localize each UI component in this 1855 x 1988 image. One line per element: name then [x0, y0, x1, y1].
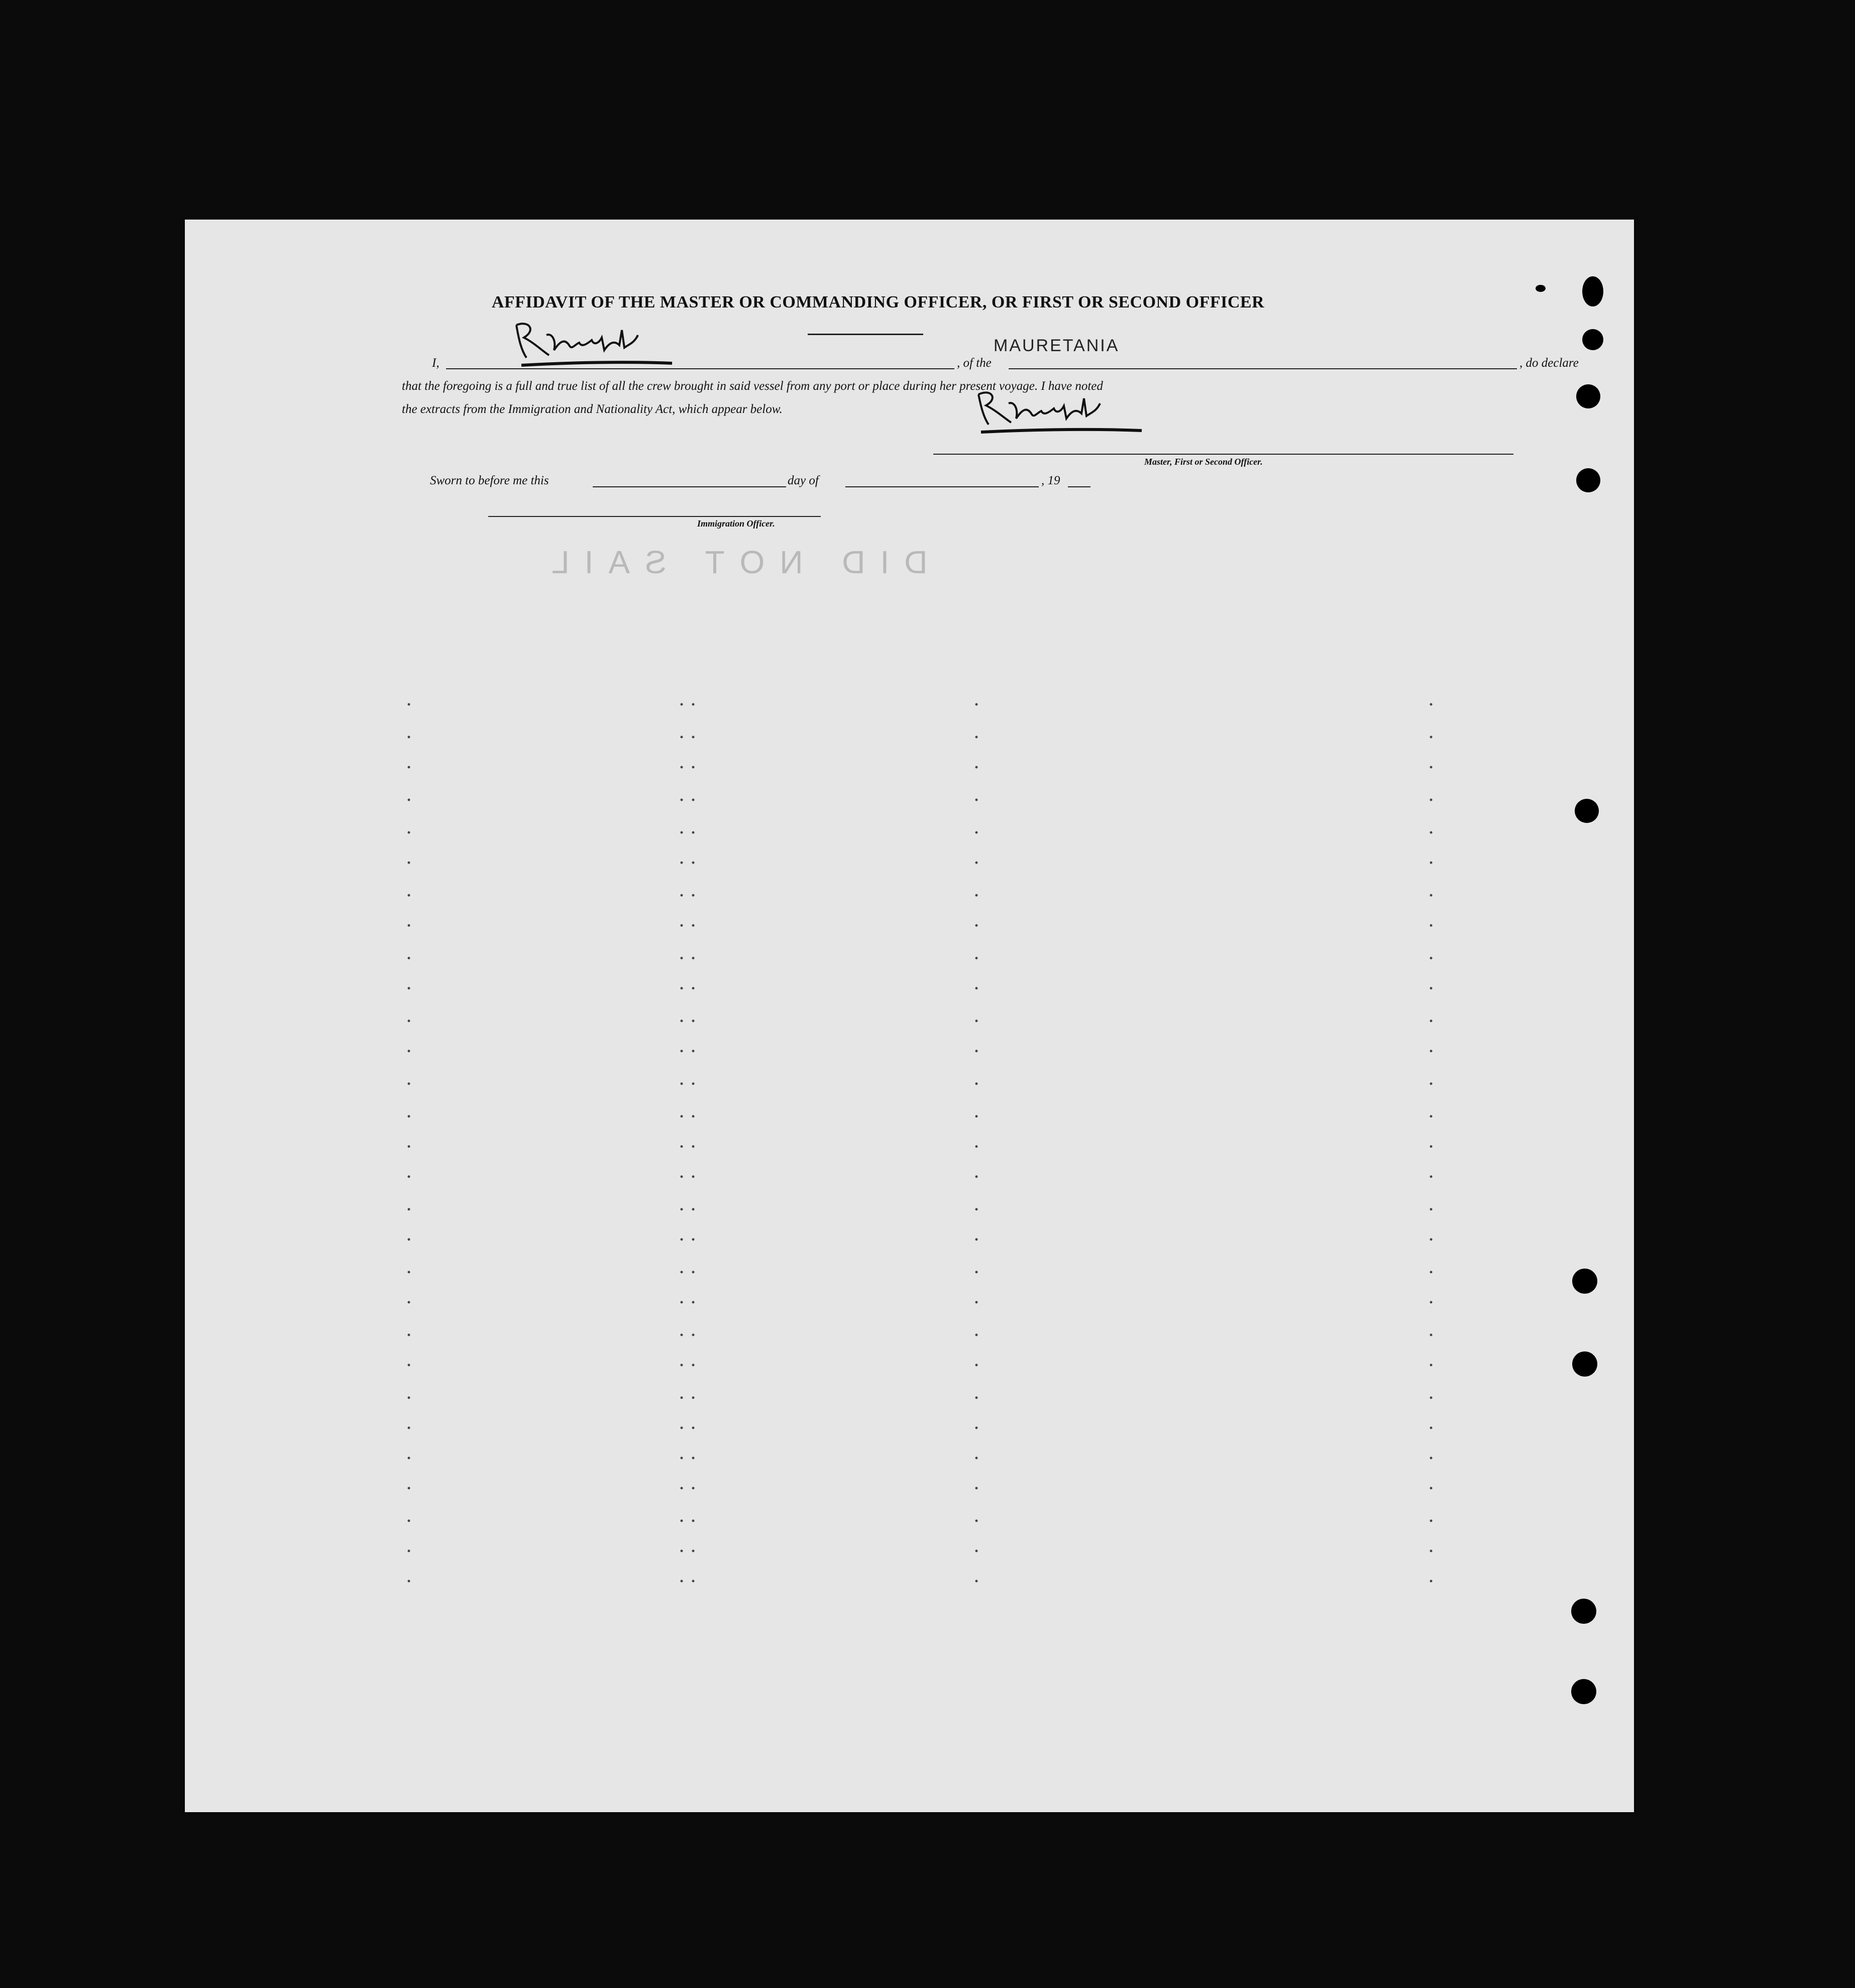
punch-hole [1571, 1599, 1596, 1624]
punch-hole [1582, 276, 1603, 306]
statement-line-2: the extracts from the Immigration and Nationality Act, which appear below. [402, 402, 783, 416]
do-declare-label: , do declare [1519, 356, 1579, 370]
dotted-column-guides [185, 220, 1634, 1812]
sworn-label: Sworn to before me this [430, 474, 549, 487]
punch-hole [1571, 1679, 1596, 1704]
affidavit-heading: AFFIDAVIT OF THE MASTER OR COMMANDING OFFICER, OR FIRST OR SECOND OFFICER [491, 293, 1265, 311]
punch-hole [1582, 329, 1603, 350]
punch-hole [1575, 799, 1599, 823]
punch-hole [1576, 384, 1600, 408]
day-of-label: day of [788, 474, 819, 487]
punch-hole [1576, 468, 1600, 492]
year-label: , 19 [1041, 474, 1060, 487]
statement-line-1: that the foregoing is a full and true list of all the crew brought in said vessel from any port or place during her present voyage. I have noted [402, 379, 1103, 393]
officer-caption: Immigration Officer. [697, 518, 775, 529]
i-label: I, [432, 356, 440, 370]
document-sheet [185, 220, 1634, 1812]
punch-hole [1572, 1269, 1597, 1294]
vessel-name: MAURETANIA [994, 336, 1120, 355]
show-through-text: DID NOT SAIL [536, 544, 928, 580]
corner-mark [1536, 285, 1546, 292]
punch-hole [1572, 1351, 1597, 1377]
of-the-label: , of the [957, 356, 992, 370]
master-caption: Master, First or Second Officer. [1144, 457, 1263, 467]
